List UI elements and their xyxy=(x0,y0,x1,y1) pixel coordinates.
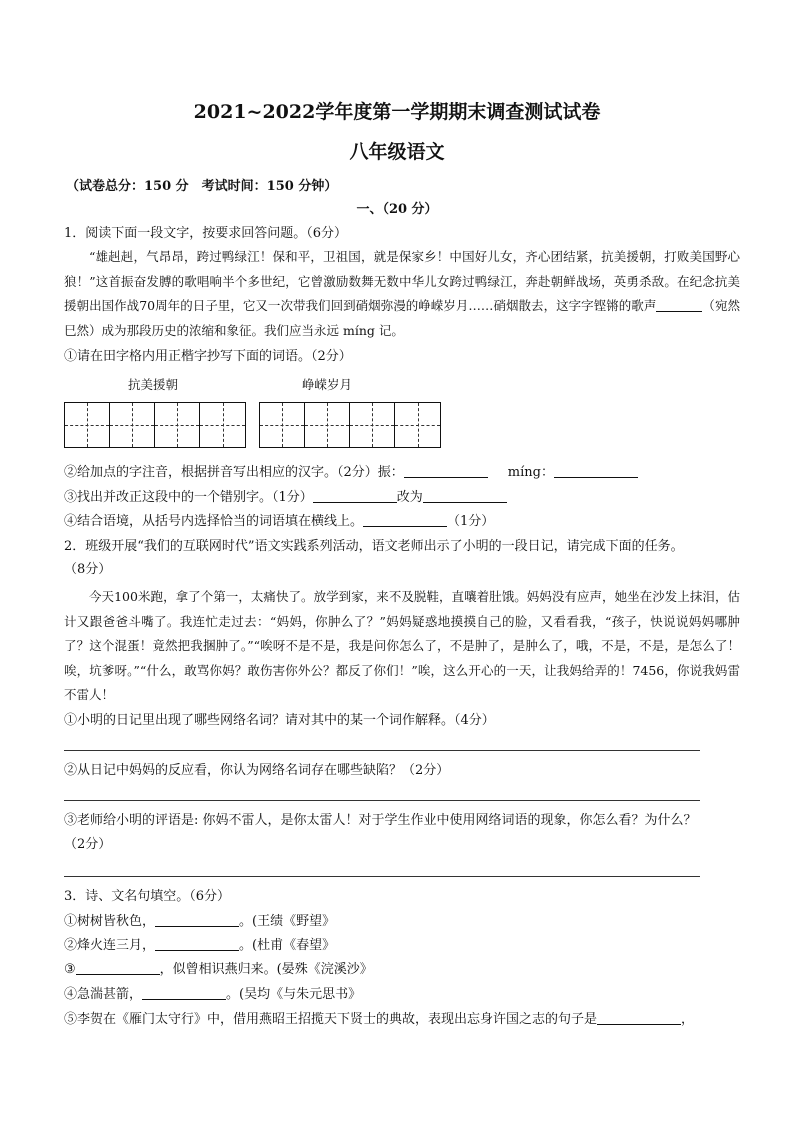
q3-line-1 xyxy=(64,912,335,931)
q3-l3-text: ③ xyxy=(64,962,76,977)
grid-cell[interactable] xyxy=(305,403,350,447)
section-heading: 一、（20 分） xyxy=(356,202,438,217)
exam-title: 2021~2022学年度第一学期期末调查测试试卷 xyxy=(193,101,601,123)
q3-l2-source: 。(杜甫《春望》 xyxy=(239,938,336,953)
q2-sub2: ②从日记中妈妈的反应看，你认为网络名词存在哪些缺陷？（2分） xyxy=(64,763,450,778)
q2-answer-line-1[interactable] xyxy=(64,750,700,751)
q2-answer-line-2[interactable] xyxy=(64,800,700,801)
q3-line-2 xyxy=(64,936,335,955)
q3-l1-text: ①树树皆秋色， xyxy=(64,914,156,929)
q3-l1-blank[interactable] xyxy=(155,912,239,927)
q1-sub2 xyxy=(64,463,638,482)
q1-sub2-blank-1[interactable] xyxy=(404,463,488,478)
q2-sub1: ①小明的日记里出现了哪些网络名词？请对其中的某一个词作解释。（4分） xyxy=(64,713,495,728)
q3-l5-tail: ， xyxy=(681,1012,695,1027)
grid-cell[interactable] xyxy=(260,403,305,447)
q3-prompt: 3．诗、文名句填空。（6分） xyxy=(64,889,231,904)
q1-sub2-blank-2[interactable] xyxy=(554,463,638,478)
q3-line-3 xyxy=(64,960,373,979)
q3-line-5 xyxy=(64,1010,694,1029)
q3-l5-text: ⑤李贺在《雁门太守行》中，借用燕昭王招揽天下贤士的典故，表现出忘身许国之志的句子是 xyxy=(64,1012,598,1027)
q2-sub3: ③老师给小明的评语是: 你妈不雷人，是你太雷人！对于学生作业中使用网络词语的现象，你怎么看？为什么？ xyxy=(64,813,697,828)
grid-word-1: 抗美援朝 xyxy=(128,377,179,392)
q3-l4-blank[interactable] xyxy=(142,985,226,1000)
q2-prompt: 2．班级开展“我们的互联网时代”语文实践系列活动，语文老师出示了小明的一段日记，请完成下面的任务。 xyxy=(64,539,684,554)
q1-sub2-text: ②给加点的字注音，根据拼音写出相应的汉字。（2分）振： xyxy=(64,465,404,480)
exam-subject: 八年级语文 xyxy=(349,141,445,163)
q2-sub3-score: （2分） xyxy=(64,837,112,852)
q1-sub3 xyxy=(64,488,507,507)
q1-sub3-blank-1[interactable] xyxy=(313,488,397,503)
q1-blank-word[interactable] xyxy=(656,297,702,312)
q1-sub4 xyxy=(64,512,494,531)
tian-grid-2[interactable] xyxy=(259,402,441,448)
grid-cell[interactable] xyxy=(65,403,110,447)
q3-l1-source: 。(王绩《野望》 xyxy=(239,914,336,929)
q3-l3-source: ，似曾相识燕归来。(晏殊《浣溪沙》 xyxy=(159,962,373,977)
q3-l5-blank[interactable] xyxy=(597,1010,681,1025)
q1-sub2-pinyin: míng： xyxy=(507,465,554,480)
q2-answer-line-3[interactable] xyxy=(64,876,700,877)
q1-sub3-blank-2[interactable] xyxy=(423,488,507,503)
q2-score: （8分） xyxy=(64,562,112,577)
q3-l4-source: 。(吴均《与朱元思书》 xyxy=(226,987,362,1002)
grid-cell[interactable] xyxy=(395,403,440,447)
q1-prompt: 1．阅读下面一段文字，按要求回答问题。（6分） xyxy=(64,226,348,241)
q3-l2-text: ②烽火连三月， xyxy=(64,938,156,953)
grid-cell[interactable] xyxy=(350,403,395,447)
q1-sub3-text: ③找出并改正这段中的一个错别字。（1分） xyxy=(64,490,313,505)
q3-l4-text: ④急湍甚箭， xyxy=(64,987,143,1002)
q1-sub4-blank[interactable] xyxy=(363,512,447,527)
q1-sub4-text: ④结合语境，从括号内选择恰当的词语填在横线上。 xyxy=(64,514,364,529)
q3-l2-blank[interactable] xyxy=(155,936,239,951)
q1-sub1: ①请在田字格内用正楷字抄写下面的词语。（2分） xyxy=(64,349,352,364)
exam-meta: （试卷总分：150 分 考试时间：150 分钟） xyxy=(66,179,338,194)
q1-passage-tail: （宛然 巳然）成为那段历史的浓缩和象征。我们应当永远 míng 记。 xyxy=(64,298,765,338)
q1-passage xyxy=(64,245,765,343)
q1-passage-text: “雄赳赳，气昂昂，跨过鸭绿江！保和平，卫祖国，就是保家乡！中国好儿女，齐心团结紧，抗美援朝，打败美国野心狼！”这首振奋发膊的歌唱响半个多世纪，它曾激励数舞无数中华儿女跨过鸭绿江，奔赴朝鲜战场，英勇杀敌。在纪念抗美援朝出国作战70周年的日子里，它又一次带我们回到硝烟弥漫的峥嵘岁月……硝烟散去，这字字铿锵的歌声 xyxy=(64,249,740,313)
tian-grid-1[interactable] xyxy=(64,402,246,448)
grid-cell[interactable] xyxy=(200,403,245,447)
q3-line-4 xyxy=(64,985,361,1004)
q1-sub4-score: （1分） xyxy=(447,514,495,529)
grid-word-2: 峥嵘岁月 xyxy=(302,377,353,392)
q3-l3-blank[interactable] xyxy=(76,960,160,975)
q2-diary: 今天100米跑，拿了个第一，太痛快了。放学到家，来不及脱鞋，直嚷着肚饿。妈妈没有应声，她坐在沙发上抹泪，估计又跟爸爸斗嘴了。我连忙走过去：“妈妈，你肿么了？”妈妈疑惑地摸摸自己的脸，又看看我，“孩子，快说说妈妈哪肿了？这个混蛋！竟然把我捆肿了。”“唉呀不是不是，我是问你怎么了，不是肿了，是肿么了，哦，不是，不是，是怎么了！唉，坑爹呀。”“什么，敢骂你妈？敢伤害你外公？都反了你们！”唉，这么开心的一天，让我妈给弄的！7456，你说我妈雷不雷人！ xyxy=(64,589,740,702)
grid-cell[interactable] xyxy=(110,403,155,447)
q1-sub3-change: 改为 xyxy=(396,490,423,505)
grid-cell[interactable] xyxy=(155,403,200,447)
